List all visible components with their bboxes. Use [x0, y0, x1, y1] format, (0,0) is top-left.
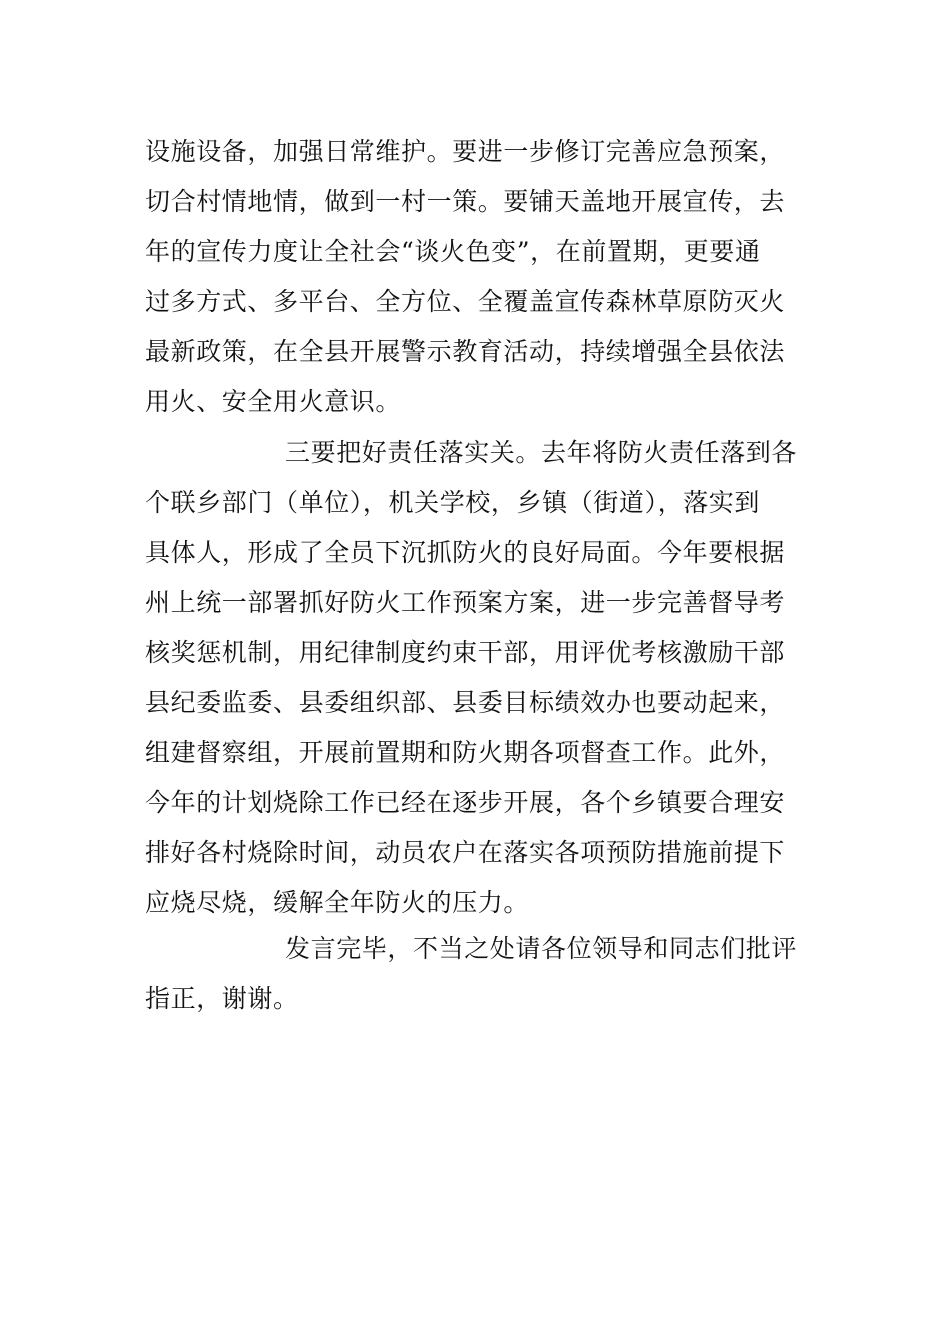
paragraph-responsibility [145, 428, 810, 928]
paragraph-line: 年的宣传力度让全社会“谈火色变”，在前置期，更要通 [145, 237, 761, 266]
paragraph-line: 个联乡部门（单位），机关学校，乡镇（街道），落实到 [145, 488, 761, 517]
paragraph-line: 具体人，形成了全员下沉抓防火的良好局面。今年要根据 [145, 538, 786, 567]
paragraph-line-indented: 发言完毕，不当之处请各位领导和同志们批评 [285, 934, 798, 963]
paragraph-line: 州上统一部署抓好防火工作预案方案，进一步完善督导考 [145, 588, 786, 617]
paragraph-line: 应烧尽烧，缓解全年防火的压力。 [145, 888, 530, 917]
paragraph-line: 最新政策，在全县开展警示教育活动，持续增强全县依法 [145, 337, 786, 366]
paragraph-line: 用火、安全用火意识。 [145, 387, 402, 416]
paragraph-line: 组建督察组，开展前置期和防火期各项督查工作。此外， [145, 738, 786, 767]
paragraph-line: 排好各村烧除时间，动员农户在落实各项预防措施前提下 [145, 838, 786, 867]
paragraph-line: 设施设备，加强日常维护。要进一步修订完善应急预案， [145, 137, 786, 166]
paragraph-closing [145, 924, 810, 1024]
paragraph-facilities-and-publicity [145, 127, 810, 427]
paragraph-line: 指正，谢谢。 [145, 984, 299, 1013]
paragraph-line: 核奖惩机制，用纪律制度约束干部，用评优考核激励干部 [145, 638, 786, 667]
paragraph-line: 切合村情地情，做到一村一策。要铺天盖地开展宣传，去 [145, 187, 786, 216]
paragraph-line: 过多方式、多平台、全方位、全覆盖宣传森林草原防灭火 [145, 287, 786, 316]
paragraph-line-indented: 三要把好责任落实关。去年将防火责任落到各 [285, 438, 798, 467]
paragraph-line: 县纪委监委、县委组织部、县委目标绩效办也要动起来， [145, 688, 786, 717]
paragraph-line: 今年的计划烧除工作已经在逐步开展，各个乡镇要合理安 [145, 788, 786, 817]
